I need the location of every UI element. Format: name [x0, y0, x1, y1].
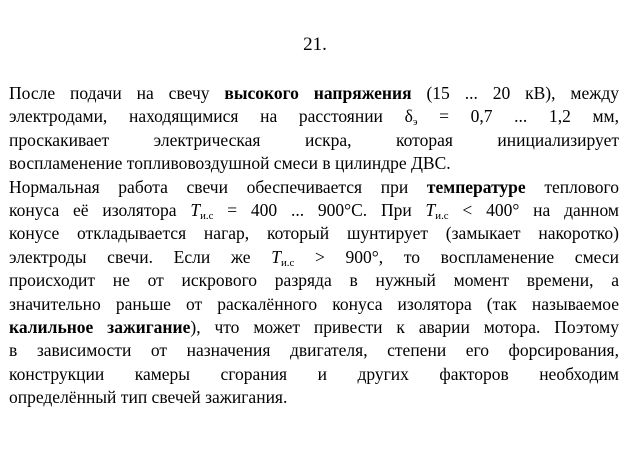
text-line [9, 293, 619, 316]
text-run: определённый тип свечей зажигания. [9, 387, 288, 408]
text-run: проскакивает электрическая искра, которая инициализирует [9, 129, 619, 150]
document-body [9, 82, 619, 409]
subscript-text: э [412, 116, 418, 129]
slide-number: 21. [303, 34, 327, 55]
text-line [9, 82, 619, 105]
text-run: < 400° на данном [448, 199, 619, 220]
text-line [9, 363, 619, 386]
text-line [9, 269, 619, 292]
text-run: ), что может привести к аварии мотора. Поэтому [190, 316, 619, 337]
text-run: конуса её изолятора [9, 199, 191, 220]
text-run: конструкции камеры сгорания и других факторов необходим [9, 363, 619, 384]
text-line [9, 152, 619, 175]
text-line [9, 386, 619, 409]
bold-text: температуре [426, 176, 526, 197]
text-run: воспламенение топливовоздушной смеси в цилиндре ДВС. [9, 153, 451, 174]
subscript-text: и.с [200, 209, 214, 222]
text-run: происходит не от искрового разряда в нужный момент времени, а [9, 270, 619, 291]
text-run: электроды свечи. Если же [9, 246, 272, 267]
text-line [9, 129, 619, 152]
text-line [9, 246, 619, 269]
text-line [9, 339, 619, 362]
italic-symbol: T [271, 246, 281, 267]
text-run: = 400 ... 900°С. При [213, 199, 426, 220]
subscript-text: и.с [435, 209, 449, 222]
text-line [9, 105, 619, 128]
text-run: После подачи на свечу [9, 83, 225, 103]
italic-symbol: T [190, 199, 201, 220]
subscript-text: и.с [280, 256, 295, 269]
text-run: > 900°, то воспламенение смеси [294, 246, 619, 267]
text-line [9, 199, 619, 222]
text-line [9, 222, 619, 245]
text-line [9, 316, 619, 339]
paragraph [9, 176, 619, 410]
text-run: значительно раньше от раскалённого конуса изолятора (так называемое [9, 293, 619, 314]
text-run: теплового [525, 176, 619, 197]
text-run: = 0,7 ... 1,2 мм, [417, 106, 619, 127]
bold-text: высокого напряжения [224, 83, 412, 103]
text-line [9, 176, 619, 199]
text-run: (15 ... 20 кВ), между [411, 83, 619, 103]
bold-text: калильное зажигание [9, 316, 191, 337]
text-run: Нормальная работа свечи обеспечивается при [9, 176, 427, 197]
paragraph [9, 82, 619, 176]
italic-symbol: T [425, 199, 436, 220]
text-run: конусе откладывается нагар, который шунтирует (замыкает накоротко) [9, 223, 619, 244]
text-run: электродами, находящимися на расстоянии δ [9, 106, 413, 127]
text-run: в зависимости от назначения двигателя, степени его форсирования, [9, 340, 619, 361]
